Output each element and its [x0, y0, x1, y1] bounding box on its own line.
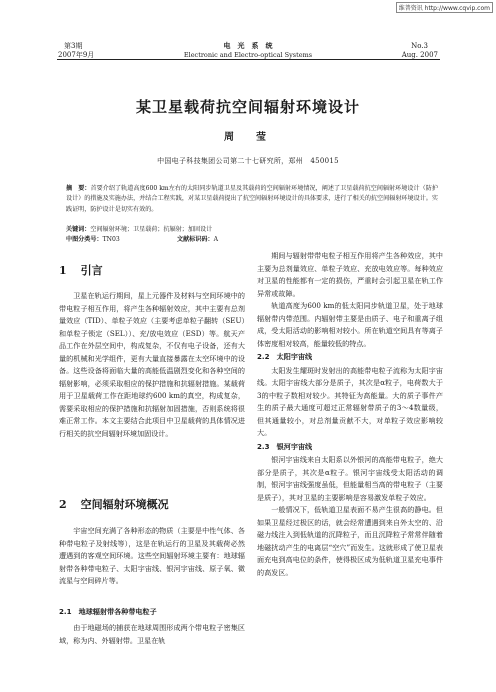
keywords — [66, 225, 212, 235]
section-2-2-paragraph: 太阳发生耀斑时发射出的高能带电粒子流称为太阳宇宙线。太阳宇宙线大部分是质子，其次是α粒子，电荷数大于3的中粒子数相对较少。其特征为高能量。大的质子事件产生的质子最大通度可超过正常辐射带质子的3～4数量级，但其通量较小，对总剂量贡献不大，对单粒子效应影响较大。 — [257, 365, 443, 437]
section-2-1-heading: 2.1 地球辐射带各种带电粒子 — [59, 607, 157, 616]
section-2-3-paragraph-1: 银河宇宙线来自太阳系以外银河的高能带电粒子，绝大部分是质子，其次是α粒子。银河宇宙线受太阳活动的调制，银河宇宙线强度虽低，但能量相当高的带电粒子（主要是质子），其对卫星的主要影响是容易激发单粒子效应。 — [257, 455, 443, 502]
keywords-label: 关键词： — [66, 226, 91, 233]
header-date: 2007年9月 — [58, 51, 95, 59]
section-2-title: 空间辐射环境概况 — [80, 498, 169, 511]
section-2-paragraph: 宇宙空间充满了各种形态的物质（主要是中性气体、各种带电粒子及射线等），这是在轨运行的卫星及其载荷必然遭遇到的客观空间环境。这些空间辐射环境主要有：地球辐射带各种带电粒子、太阳宇宙线、银河宇宙线、原子氧、微流星与空间碎片等。 — [59, 526, 245, 585]
abstract — [66, 184, 438, 215]
abstract-text: 首要介绍了轨道高度600 km左右的太阳同步轨道卫星及其载荷的空间辐射环境情况，阐述了卫星载荷抗空间辐射环境设计（防护设计）的措施及实施办法，并结合工程实践，对某卫星载荷提出了抗空间辐射环境设计的具体要求，进行了相关的抗空间辐射环境设计。实践证明，防护设计是切实有效的。 — [66, 185, 439, 213]
abstract-label: 摘 要： — [66, 185, 91, 192]
section-1-number: 1 — [59, 264, 67, 277]
journal-title-en: Electronic and Electro-optical Systems — [183, 51, 313, 59]
article-affiliation: 中国电子科技集团公司第二十七研究所，郑州 450015 — [157, 157, 339, 165]
header-issue: 第3期 — [64, 42, 83, 50]
watermark: 维普资讯 http://www.cqvip.com — [396, 2, 493, 13]
radiation-belt-effects-paragraph: 期间与辐射带带电粒子相互作用将产生各种效应，其中主要为总剂量效应、单粒子效应、充放电效应等。每种效应对卫星的性能都有一定的损伤，严重时会引起卫星在轨工作异常或故障。 — [257, 251, 443, 298]
section-1-body — [59, 290, 245, 440]
section-2-3-paragraph-2: 一般情况下，低轨道卫星表面不易产生很高的静电。但如果卫星经过极区的话，就会经常遭遇到来自外太空的、沿磁力线注入到低轨道的沉降粒子，而且沉降粒子常常伴随着地磁扰动产生的电离层“空穴”而发生。这就形成了使卫星表面充电到高电位的条件，使得极区成为低轨道卫星充电事件的高发区。 — [257, 505, 443, 577]
section-1-paragraph: 卫星在轨运行期间，星上元器件及材料与空间环境中的带电粒子相互作用，将产生各种辐射效应，其中主要有总剂量效应（TID）、单粒子效应（主要考虑单粒子翻转（SEU）和单粒子锁定（SEL））、充/放电效应（ESD）等。航天产品工作在外层空间中，构成复杂，不仅有电子设备，还有大量的机械和光学组件，更有大量直接暴露在太空环境中的设备。这些设备将面临大量的高能低温剧烈变化和各种空间的辐射影响，必须采取相应的保护措施和抗辐射措施。某载荷用于卫星载荷工作在距地球约600 km的真空，构成复杂，需要采取相应的保护措施和抗辐射加固措施，否则系统将很难正常工作。本文主要结合此项目中卫星载荷的具体情况进行相关的抗空间辐射环境加固设计。 — [59, 291, 245, 438]
inner-belt-paragraph: 轨道高度为600 km的低太阳同步轨道卫星，处于地球辐射带内带范围。内辐射带主要是由质子、电子和重离子组成，受太阳活动的影响相对较小。所在轨道空间具有等离子体密度相对较高，能量较低的特点。 — [257, 301, 443, 348]
right-column-body — [257, 250, 443, 579]
section-2-2-heading: 2.2 太阳宇宙线 — [257, 352, 313, 361]
section-2-1-body — [59, 622, 245, 647]
section-2-heading — [59, 496, 169, 512]
section-2-1-paragraph: 由于地磁场的捕获在地球周围形成两个带电粒子密集区域，称为内、外辐射带。卫星在轨 — [59, 623, 245, 645]
article-title: 某卫星载荷抗空间辐射环境设计 — [135, 98, 360, 116]
clc-code: TN03 — [102, 236, 120, 243]
section-1-heading — [59, 262, 103, 278]
article-author: 周 莹 — [224, 132, 272, 143]
section-2-body — [59, 525, 245, 588]
journal-title-cn: 电 光 系 统 — [223, 41, 273, 50]
classification — [66, 235, 120, 245]
section-2-number: 2 — [59, 498, 67, 511]
header-rule — [57, 59, 440, 60]
section-2-3-heading: 2.3 银河宇宙线 — [257, 441, 313, 451]
clc-label: 中图分类号： — [66, 236, 103, 243]
header-date-en: Aug. 2007 — [401, 51, 438, 59]
doc-code-label: 文献标识码： — [177, 236, 214, 243]
section-1-title: 引言 — [80, 264, 103, 277]
document-code — [177, 235, 218, 245]
keywords-text: 空间辐射环境；卫星载荷；抗辐射；加固设计 — [90, 226, 213, 233]
header-issue-en: No.3 — [411, 42, 428, 50]
doc-code: A — [213, 236, 218, 243]
